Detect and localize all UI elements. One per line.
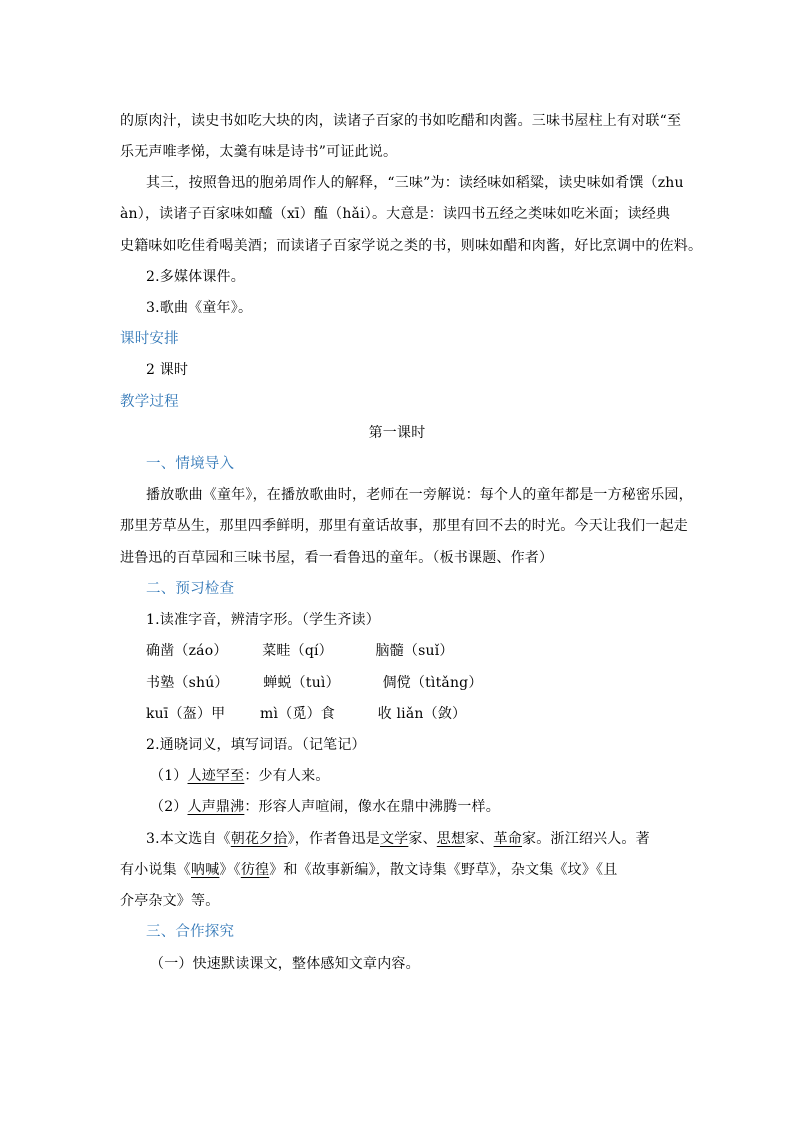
pronunciation-row-3 xyxy=(146,704,706,724)
word: kuī（盔）甲 xyxy=(146,706,226,722)
section1-line-1: 播放歌曲《童年》，在播放歌曲时，老师在一旁解说：每个人的童年都是一方秘密乐园， xyxy=(146,487,693,503)
text: 》，作者鲁迅是 xyxy=(287,831,380,847)
answer: 思想 xyxy=(436,831,466,847)
book-title: 彷徨 xyxy=(240,862,270,878)
pronunciation-row-2 xyxy=(146,673,706,693)
section2-item-2: 2.通晓词义，填写词语。（记笔记） xyxy=(146,737,366,753)
section3-item-1: （一）快速默读课文，整体感知文章内容。 xyxy=(150,956,420,972)
section2-item-3-line-1 xyxy=(146,829,706,849)
word: 收 liǎn（敛） xyxy=(377,706,467,722)
text: 》《 xyxy=(219,862,241,878)
definition-number: （1） xyxy=(150,768,188,784)
process-heading: 教学过程 xyxy=(120,394,179,410)
definition-term: 人迹罕至 xyxy=(187,768,245,784)
section2-item-1: 1.读准字音，辨清字形。（学生齐读） xyxy=(146,612,380,628)
word: mì（觅）食 xyxy=(260,706,335,722)
section1-line-3: 进鲁迅的百草园和三味书屋，看一看鲁迅的童年。（板书课题、作者） xyxy=(120,550,554,566)
pronunciation-row-1 xyxy=(146,641,706,661)
text: 家、 xyxy=(408,831,437,847)
word: 菜畦（qí） xyxy=(262,643,333,659)
intro-line-2: 乐无声唯孝悌，太羹有味是诗书”可证此说。 xyxy=(120,144,398,160)
definition-term: 人声鼎沸 xyxy=(187,799,245,815)
book-title: 呐喊 xyxy=(191,862,220,878)
word: 确凿（záo） xyxy=(146,643,228,659)
word: 脑髓（suǐ） xyxy=(375,643,454,659)
intro-line-1: 的原肉汁，读史书如吃大块的肉，读诸子百家的书如吃醋和肉酱。三味书屋柱上有对联“至 xyxy=(120,113,682,129)
definition-number: （2） xyxy=(150,799,188,815)
material-item-3: 3.歌曲《童年》。 xyxy=(146,300,253,316)
definition-text: ：形容人声喧闹，像水在鼎中沸腾一样。 xyxy=(244,799,500,815)
text: 家、 xyxy=(465,831,494,847)
material-item-2: 2.多媒体课件。 xyxy=(146,269,245,285)
schedule-heading: 课时安排 xyxy=(120,331,179,347)
definition-2 xyxy=(150,797,710,817)
section1-line-2: 那里芳草丛生，那里四季鲜明，那里有童话故事，那里有回不去的时光。今天让我们一起走 xyxy=(120,518,688,534)
section2-item-3-line-3: 介亭杂文》等。 xyxy=(120,893,220,909)
section1-heading: 一、情境导入 xyxy=(146,456,235,472)
answer: 革命 xyxy=(493,831,523,847)
section3-heading: 三、合作探究 xyxy=(146,924,235,940)
word: 倜傥（tìtǎng） xyxy=(382,675,483,691)
answer: 文学 xyxy=(379,831,409,847)
third-paragraph-line-2: àn），读诸子百家味如醯（xī）醢（hǎi）。大意是：读四书五经之类味如吃米面；读经典 xyxy=(120,206,671,222)
text: 3.本文选自《 xyxy=(146,831,231,847)
schedule-value: 2 课时 xyxy=(146,362,189,378)
definition-1 xyxy=(150,766,710,786)
lesson-title: 第一课时 xyxy=(368,425,426,441)
section2-item-3-line-2 xyxy=(120,860,680,880)
third-paragraph-line-1: 其三，按照鲁迅的胞弟周作人的解释，“三味”为：读经味如稻粱，读史味如肴馔（zhu xyxy=(146,175,684,191)
third-paragraph-line-3: 史籍味如吃佳肴喝美酒；而读诸子百家学说之类的书，则味如醋和肉酱，好比烹调中的佐料。 xyxy=(120,238,703,254)
word: 蝉蜕（tuì） xyxy=(263,675,340,691)
text: 有小说集《 xyxy=(120,862,191,878)
text: 家。浙江绍兴人。著 xyxy=(522,831,650,847)
book-title: 朝花夕拾 xyxy=(230,831,288,847)
section2-heading: 二、预习检查 xyxy=(146,581,235,597)
definition-text: ：少有人来。 xyxy=(244,768,330,784)
text: 》和《故事新编》，散文诗集《野草》，杂文集《坟》《且 xyxy=(269,862,618,878)
word: 书塾（shú） xyxy=(146,675,229,691)
